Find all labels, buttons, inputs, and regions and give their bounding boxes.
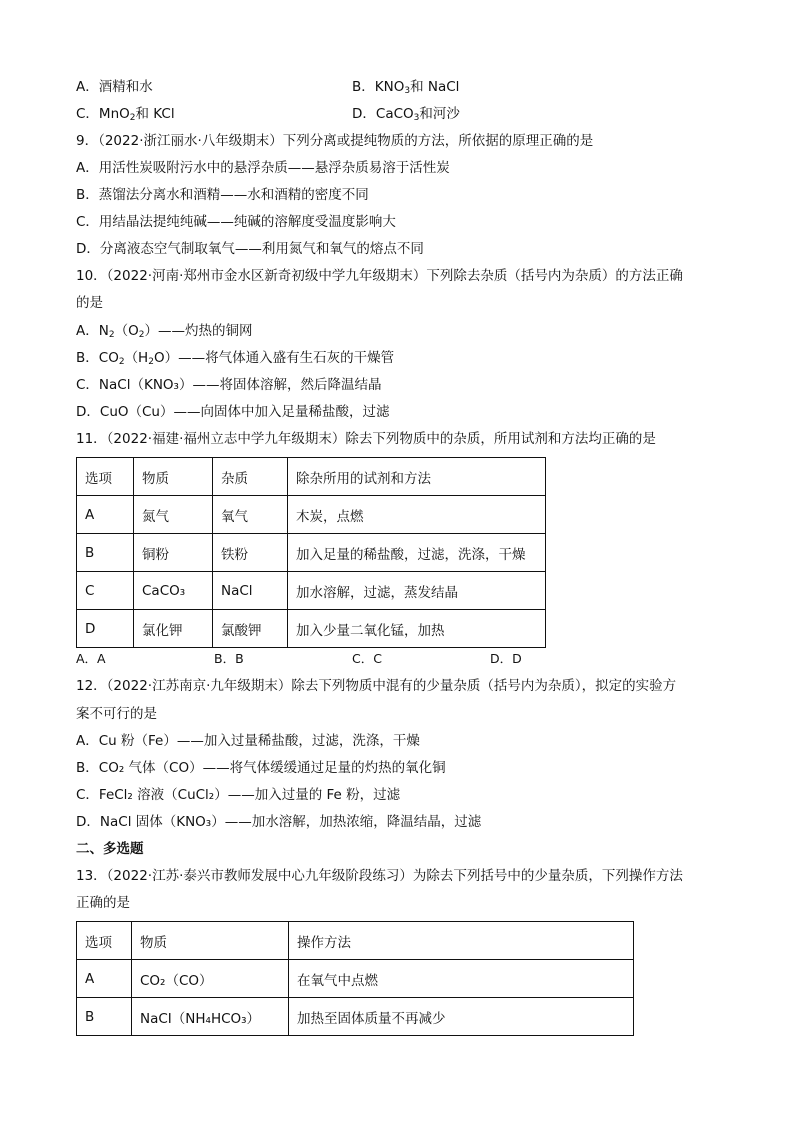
table-cell: 氯酸钾 (213, 610, 288, 648)
q10-stem: 10．（2022·河南·郑州市金水区新奇初级中学九年级期末）下列除去杂质（括号内为杂质）的方法正确 (76, 268, 683, 284)
table-cell: CaCO₃ (134, 572, 213, 610)
table-row (77, 534, 546, 572)
table-row (77, 610, 546, 648)
q12-option-c: C．FeCl₂ 溶液（CuCl₂）——加入过量的 Fe 粉，过滤 (76, 787, 401, 803)
q10-option-a: A．$N_2(O_2)——$灼热的铜网 (76, 323, 253, 340)
q10-option-b: B．$CO_2(H_2O)——$将气体通入盛有生石灰的干燥管 (76, 350, 395, 367)
table-cell: C (77, 572, 134, 610)
table-cell: 木炭，点燃 (288, 496, 546, 534)
table-header-cell: 物质 (132, 922, 289, 960)
q9-option-c: C．用结晶法提纯纯碱——纯碱的溶解度受温度影响大 (76, 214, 396, 230)
q9-option-a: A．用活性炭吸附污水中的悬浮杂质——悬浮杂质易溶于活性炭 (76, 160, 450, 176)
q10-stem-cont: 的是 (76, 295, 103, 311)
table-cell: 加入少量二氧化锰，加热 (288, 610, 546, 648)
table-cell: B (77, 998, 132, 1036)
table-row (77, 998, 634, 1036)
table-cell: 氮气 (134, 496, 213, 534)
table-cell: 加热至固体质量不再减少 (289, 998, 634, 1036)
table-header-cell: 杂质 (213, 458, 288, 496)
q13-stem: 13．（2022·江苏·泰兴市教师发展中心九年级阶段练习）为除去下列括号中的少量杂质，下列操作方法 (76, 868, 683, 884)
q13-table (76, 921, 634, 1036)
table-cell: A (77, 960, 132, 998)
q11-table (76, 457, 546, 648)
table-row (77, 496, 546, 534)
q10-option-d: D．CuO（Cu）——向固体中加入足量稀盐酸，过滤 (76, 404, 390, 420)
q10-option-c: C．NaCl（KNO₃）——将固体溶解，然后降温结晶 (76, 377, 382, 393)
q12-option-d: D．NaCl 固体（KNO₃）——加水溶解，加热浓缩，降温结晶，过滤 (76, 814, 482, 830)
table-header-row (77, 458, 546, 496)
table-cell: NaCl (213, 572, 288, 610)
q11-option-d: D．D (490, 651, 522, 666)
q12-option-b: B．CO₂ 气体（CO）——将气体缓缓通过足量的灼热的氧化铜 (76, 760, 446, 776)
table-cell: D (77, 610, 134, 648)
q8-option-b: B．$KNO_3$和 NaCl (352, 79, 460, 96)
table-cell: 铜粉 (134, 534, 213, 572)
q8-option-c: C．MnO$_2$和 KCl (76, 106, 175, 123)
table-cell: NaCI（NH₄HCO₃） (132, 998, 289, 1036)
table-row (77, 960, 634, 998)
q8-option-d: D．CaCO$_3$和河沙 (352, 106, 460, 123)
table-cell: A (77, 496, 134, 534)
table-header-cell: 选项 (77, 922, 132, 960)
table-cell: B (77, 534, 134, 572)
table-cell: 加水溶解，过滤，蒸发结晶 (288, 572, 546, 610)
table-header-row (77, 922, 634, 960)
q11-option-c: C．C (352, 651, 382, 666)
q11-option-b: B．B (214, 651, 244, 666)
q9-stem: 9．（2022·浙江丽水·八年级期末）下列分离或提纯物质的方法，所依据的原理正确的是 (76, 133, 594, 149)
q12-option-a: A．Cu 粉（Fe）——加入过量稀盐酸，过滤，洗涤，干燥 (76, 733, 420, 749)
q11-option-a: A．A (76, 651, 106, 666)
table-cell: 氯化钾 (134, 610, 213, 648)
table-cell: 在氧气中点燃 (289, 960, 634, 998)
table-header-cell: 操作方法 (289, 922, 634, 960)
table-cell: 氧气 (213, 496, 288, 534)
table-cell: CO₂（CO） (132, 960, 289, 998)
table-row (77, 572, 546, 610)
q12-stem: 12．（2022·江苏南京·九年级期末）除去下列物质中混有的少量杂质（括号内为杂质），拟定的实验方 (76, 678, 677, 694)
q11-stem: 11．（2022·福建·福州立志中学九年级期末）除去下列物质中的杂质，所用试剂和方法均正确的是 (76, 431, 656, 447)
table-cell: 铁粉 (213, 534, 288, 572)
q9-option-d: D．分离液态空气制取氧气——利用氮气和氧气的熔点不同 (76, 241, 424, 257)
q8-option-a: A．酒精和水 (76, 79, 153, 95)
section-heading: 二、多选题 (76, 841, 144, 857)
table-header-cell: 物质 (134, 458, 213, 496)
q9-option-b: B．蒸馏法分离水和酒精——水和酒精的密度不同 (76, 187, 369, 203)
q13-stem-cont: 正确的是 (76, 895, 130, 911)
q12-stem-cont: 案不可行的是 (76, 706, 157, 722)
table-cell: 加入足量的稀盐酸，过滤，洗涤，干燥 (288, 534, 546, 572)
table-header-cell: 除杂所用的试剂和方法 (288, 458, 546, 496)
table-header-cell: 选项 (77, 458, 134, 496)
